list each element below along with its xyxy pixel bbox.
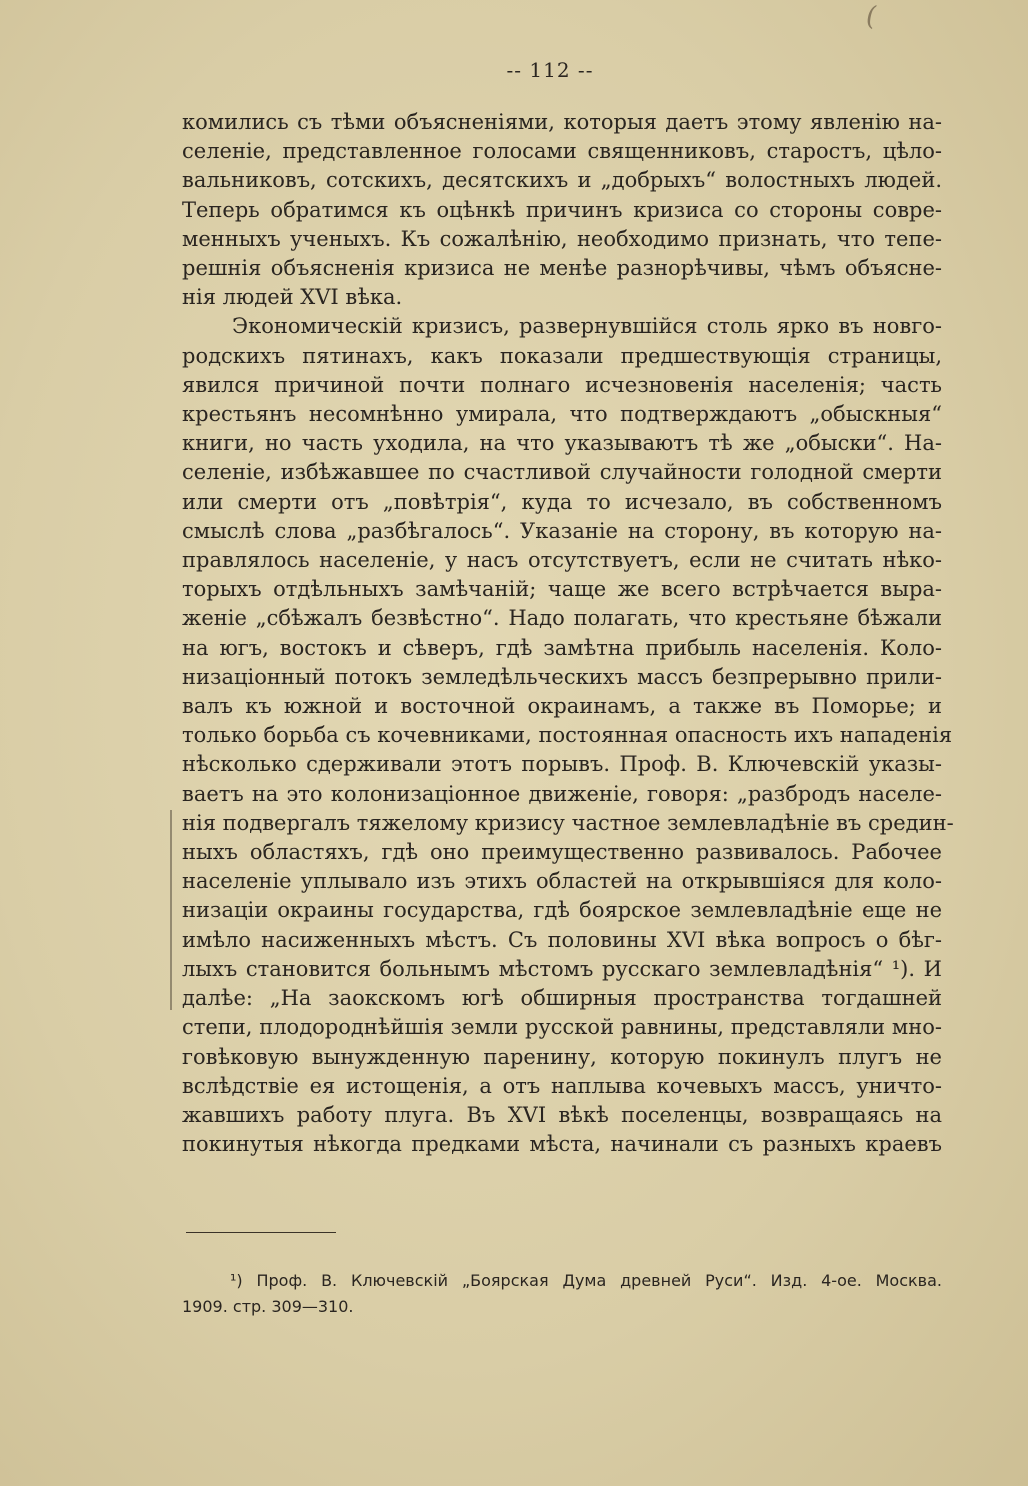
text-line: торыхъ отдѣльныхъ замѣчанiй; чаще же всего встрѣчается выра- xyxy=(182,577,942,602)
text-line: на югъ, востокъ и сѣверъ, гдѣ замѣтна прибыль населенiя. Коло- xyxy=(182,635,942,660)
footnote-line: ¹) Проф. В. Ключевскiй „Боярская Дума древней Руси“. Изд. 4-ое. Москва. xyxy=(230,1271,942,1290)
text-line: только борьба съ кочевниками, постоянная опасность ихъ нападенiя xyxy=(182,723,953,748)
text-line: Теперь обратимся къ оцѣнкѣ причинъ кризиса со стороны совре- xyxy=(182,197,942,222)
text-line: нiя подвергалъ тяжелому кризису частное землевладѣнiе въ средин- xyxy=(182,810,954,835)
body-text xyxy=(182,108,954,1159)
text-line: ныхъ областяхъ, гдѣ оно преимущественно развивалось. Рабочее xyxy=(182,840,942,865)
text-line: крестьянъ несомнѣнно умирала, что подтверждаютъ „обыскныя“ xyxy=(182,402,942,427)
text-line: низацiи окраины государства, гдѣ боярское землевладѣнiе еще не xyxy=(182,898,942,923)
text-line: вальниковъ, сотскихъ, десятскихъ и „добрыхъ“ волостныхъ людей. xyxy=(182,168,942,193)
text-line: книги, но часть уходила, на что указываютъ тѣ же „обыски“. На- xyxy=(182,431,942,456)
text-line: населенiе уплывало изъ этихъ областей на открывшiяся для коло- xyxy=(182,869,942,894)
footnote-divider xyxy=(186,1232,336,1233)
text-line: валъ къ южной и восточной окраинамъ, а также въ Поморье; и xyxy=(182,694,942,719)
text-line: решнiя объясненiя кризиса не менѣе разнорѣчивы, чѣмъ объясне- xyxy=(182,256,942,281)
text-line: менныхъ ученыхъ. Къ сожалѣнiю, необходимо признать, что тепе- xyxy=(182,226,942,251)
text-line: селенiе, избѣжавшее по счастливой случайности голодной смерти xyxy=(182,460,942,485)
text-line: явился причиной почти полнаго исчезновенiя населенiя; часть xyxy=(182,372,942,397)
text-line: имѣло насиженныхъ мѣстъ. Съ половины XVI вѣка вопросъ о бѣг- xyxy=(182,927,942,952)
margin-bracket-mark xyxy=(170,810,180,1010)
text-line: или смерти отъ „повѣтрiя“, куда то исчезало, въ собственномъ xyxy=(182,489,942,514)
footnote-line: 1909. стр. 309—310. xyxy=(182,1297,354,1316)
text-line: комились съ тѣми объясненiями, которыя даетъ этому явленiю на- xyxy=(182,110,942,134)
text-line: низацiонный потокъ земледѣльческихъ массъ безпрерывно прили- xyxy=(182,664,942,689)
text-line: правлялось населенiе, у насъ отсутствуетъ, если не считать нѣко- xyxy=(182,548,942,573)
text-line: Экономическiй кризисъ, развернувшiйся столь ярко въ новго- xyxy=(232,314,942,339)
text-line: лыхъ становится больнымъ мѣстомъ русскаго землевладѣнiя“ ¹). И xyxy=(182,956,942,981)
text-line: жавшихъ работу плуга. Въ XVI вѣкѣ поселенцы, возвращаясь на xyxy=(182,1102,942,1127)
text-line: вслѣдствiе ея истощенiя, а отъ наплыва кочевыхъ массъ, уничто- xyxy=(182,1073,942,1098)
footnote xyxy=(182,1268,942,1320)
corner-pencil-mark: ( xyxy=(866,2,877,32)
text-line: женiе „сбѣжалъ безвѣстно“. Надо полагать, что крестьяне бѣжали xyxy=(182,606,942,631)
text-line: смыслѣ слова „разбѣгалось“. Указанiе на сторону, въ которую на- xyxy=(182,518,942,543)
text-line: селенiе, представленное голосами священниковъ, старостъ, цѣло- xyxy=(182,139,942,164)
text-line: родскихъ пятинахъ, какъ показали предшествующiя страницы, xyxy=(182,343,942,368)
text-line: нiя людей XVI вѣка. xyxy=(182,285,403,310)
text-line: степи, плодороднѣйшiя земли русской равнины, представляли мно- xyxy=(182,1015,942,1040)
text-line: покинутыя нѣкогда предками мѣста, начинали съ разныхъ краевъ xyxy=(182,1132,942,1157)
text-line: далѣе: „На заокскомъ югѣ обширныя пространства тогдашней xyxy=(182,986,942,1011)
text-line: нѣсколько сдерживали этотъ порывъ. Проф. В. Ключевскiй указы- xyxy=(182,752,942,777)
page-number: -- 112 -- xyxy=(506,58,594,82)
text-line: говѣковую вынужденную паренину, которую покинулъ плугъ не xyxy=(182,1044,942,1069)
text-line: ваетъ на это колонизацiонное движенiе, говоря: „разбродъ населе- xyxy=(182,781,942,806)
